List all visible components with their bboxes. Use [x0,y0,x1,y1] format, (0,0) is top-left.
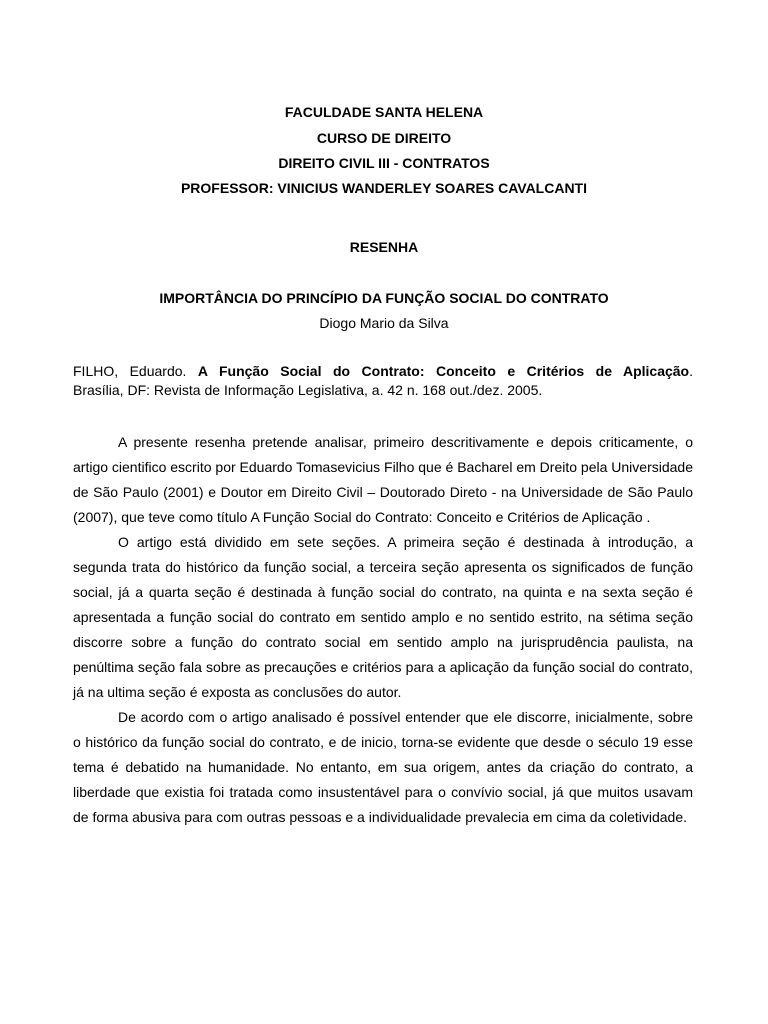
document-title: IMPORTÂNCIA DO PRINCÍPIO DA FUNÇÃO SOCIAL DO CONTRATO [159,290,609,306]
subject-heading: DIREITO CIVIL III - CONTRATOS [278,155,490,171]
paragraph-analysis: De acordo com o artigo analisado é possível entender que ele discorre, inicialmente, sobre o histórico da função social do contrato, e de inicio, torna-se evidente que desde o século 19 esse tema é debatido na humanidade. No entanto, em sua origem, antes da criação do contrato, a liberdade que existia foi tratada como insustentável para o convívio social, já que muitos usavam de forma abusiva para com outras pessoas e a individualidade prevalecia em cima da coletividade. [73,709,693,825]
paragraph-introduction: A presente resenha pretende analisar, primeiro descritivamente e depois criticamente, o artigo cientifico escrito por Eduardo Tomasevicius Filho que é Bacharel em Dreito pela Universidade de São Paulo (2001) e Doutor em Direito Civil – Doutorado Direto - na Universidade de São Paulo (2007), que teve como título A Função Social do Contrato: Conceito e Critérios de Aplicação . [73,434,693,525]
citation-line-1 [73,362,693,381]
citation-publication: Brasília, DF: Revista de Informação Legislativa, a. 42 n. 168 out./dez. 2005. [73,382,543,398]
institution-heading: FACULDADE SANTA HELENA [284,104,484,120]
paragraph-structure: O artigo está dividido em sete seções. A primeira seção é destinada à introdução, a segunda trata do histórico da função social, a terceira seção apresenta os significados de função social, já a quarta seção é destinada à função social do contrato, na quinta e na sexta seção é apresentada a função social do contrato em sentido amplo e no sentido estrito, na sétima seção discorre sobre a função do contrato social em sentido amplo na jurisprudência paulista, na penúltima seção fala sobre as precauções e critérios para a aplicação da função social do contrato, já na ultima seção é exposta as conclusões do autor. [73,534,693,700]
author-name: Diogo Mario da Silva [319,315,449,331]
review-body [73,430,693,830]
citation-title-end: . [689,363,694,379]
citation-author: FILHO, Eduardo. [73,363,187,379]
bibliographic-citation [73,362,693,400]
professor-heading: PROFESSOR: VINICIUS WANDERLEY SOARES CAVALCANTI [180,180,588,196]
citation-work-title: A Função Social do Contrato: Conceito e Critérios de Aplicação [197,363,690,379]
course-heading: CURSO DE DIREITO [316,130,452,146]
document-type-heading: RESENHA [349,239,419,255]
